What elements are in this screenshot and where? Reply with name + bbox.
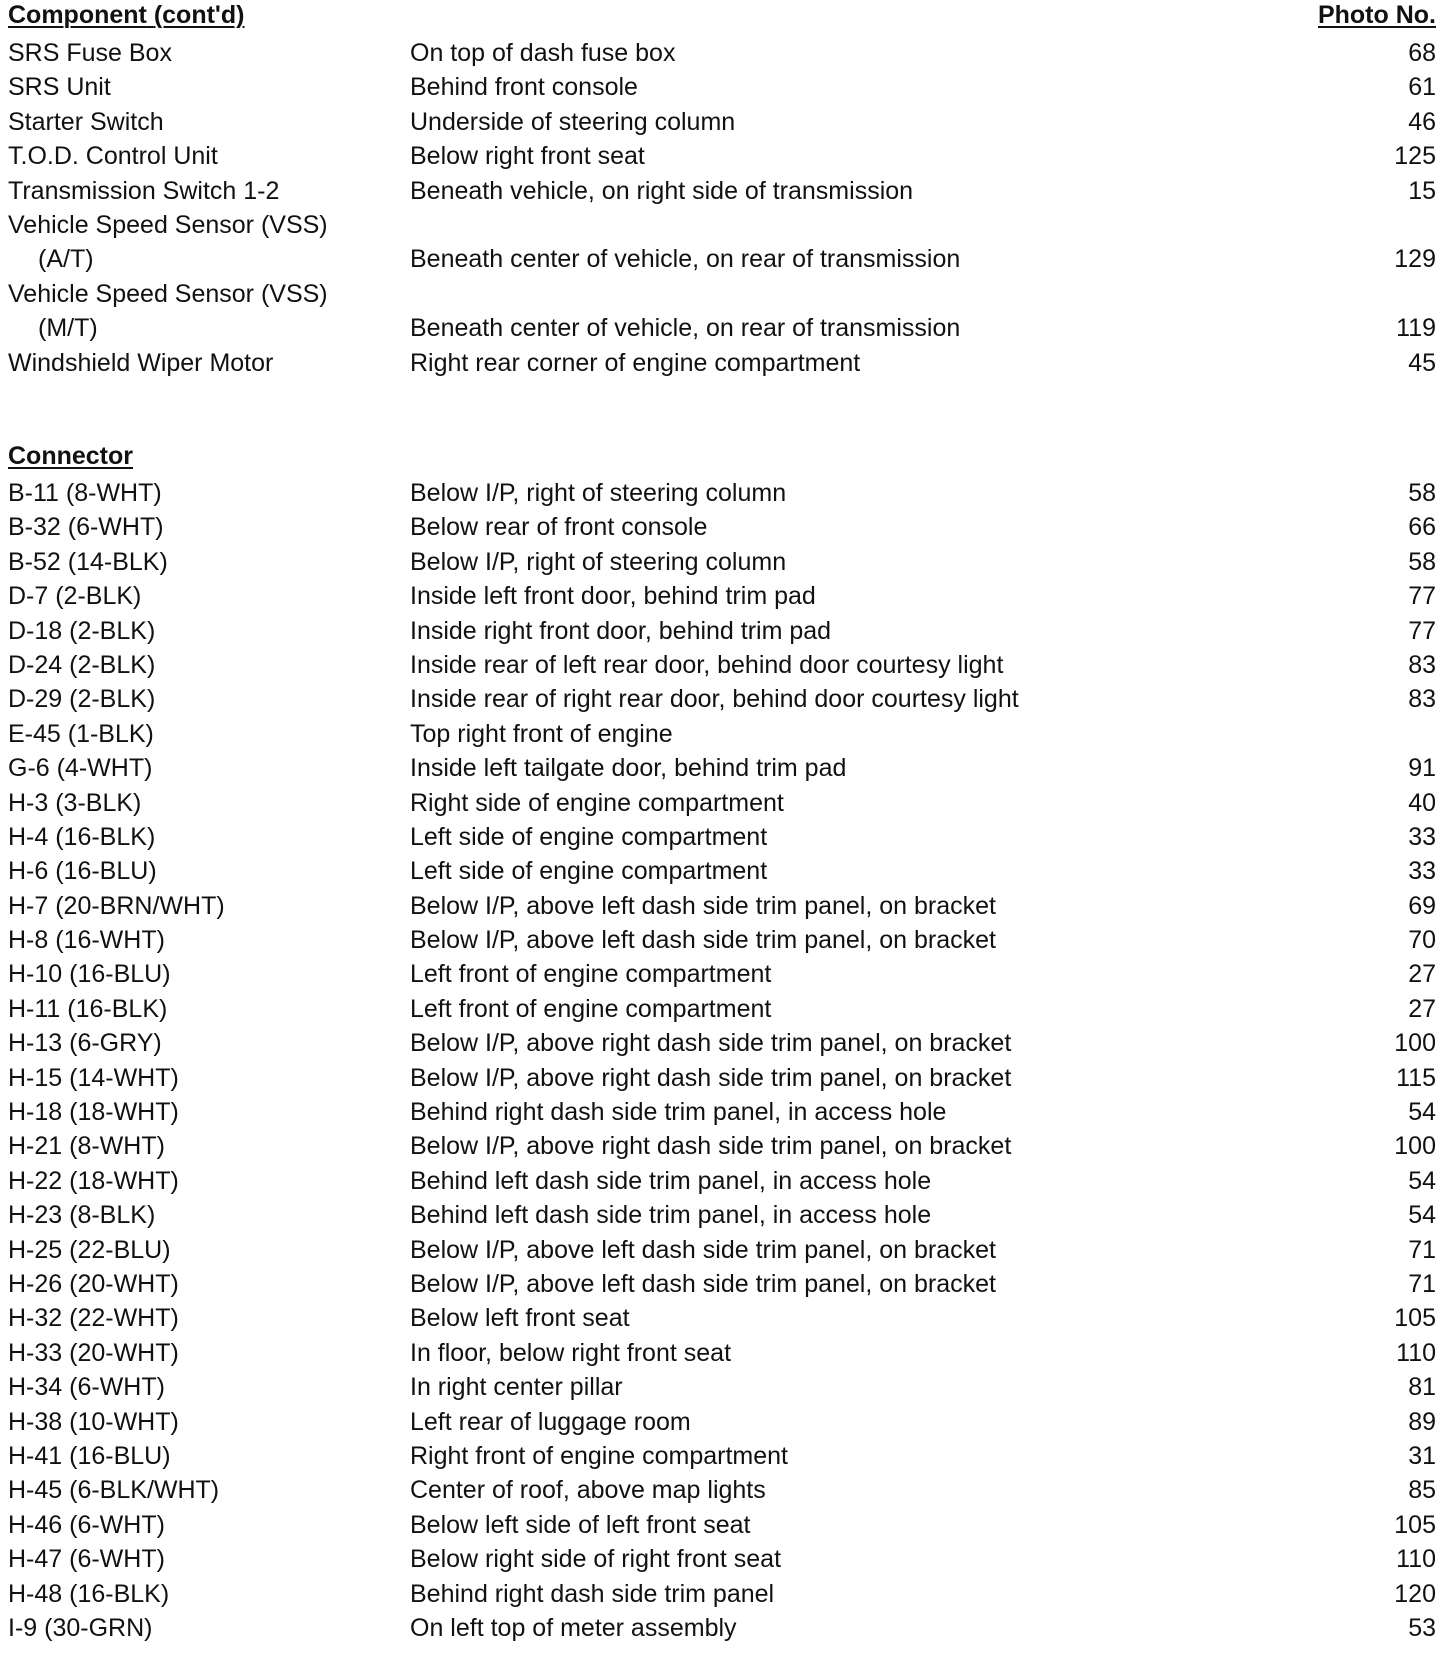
connector-row: [8, 648, 1436, 682]
connector-name: H-7 (20-BRN/WHT): [8, 892, 231, 920]
connector-location: Left front of engine compartment: [410, 995, 777, 1023]
component-row: [8, 70, 1436, 104]
component-row: [8, 311, 1436, 345]
photo-number: 100: [1388, 1129, 1436, 1163]
connector-name: B-11 (8-WHT): [8, 479, 168, 507]
connector-name: B-52 (14-BLK): [8, 548, 174, 576]
connector-location: Behind left dash side trim panel, in access hole: [410, 1167, 937, 1195]
photo-number: 115: [1390, 1061, 1436, 1095]
connector-name-cell: [8, 1405, 398, 1439]
photo-number: 33: [1402, 854, 1436, 888]
connector-row: [8, 854, 1436, 888]
connector-name-cell: [8, 1301, 398, 1335]
connector-location-cell: [410, 1061, 1436, 1095]
connector-location: Below I/P, above left dash side trim panel, on bracket: [410, 1270, 1002, 1298]
connector-row: [8, 717, 1436, 751]
connector-name-cell: [8, 545, 398, 579]
photo-number: 71: [1402, 1267, 1436, 1301]
connector-location-cell: [410, 1095, 1436, 1129]
connector-row: [8, 1336, 1436, 1370]
connector-location-cell: [410, 1370, 1436, 1404]
connector-name: D-18 (2-BLK): [8, 617, 161, 645]
photo-number: 100: [1388, 1026, 1436, 1060]
connector-location: Below I/P, above left dash side trim panel, on bracket: [410, 1236, 1002, 1264]
connector-location-cell: [410, 1611, 1436, 1645]
component-location: Behind front console: [410, 73, 644, 101]
connector-name-cell: [8, 1611, 398, 1645]
photo-number: 54: [1402, 1198, 1436, 1232]
connector-name: H-4 (16-BLK): [8, 823, 161, 851]
component-location-cell: [410, 36, 1436, 70]
photo-number: 71: [1402, 1233, 1436, 1267]
component-location-cell: [410, 105, 1436, 139]
connector-name-cell: [8, 786, 398, 820]
connector-name: D-29 (2-BLK): [8, 685, 161, 713]
photo-number: 58: [1402, 476, 1436, 510]
connector-row: [8, 1577, 1436, 1611]
connector-location: Below I/P, above left dash side trim panel, on bracket: [410, 892, 1002, 920]
connector-name-cell: [8, 1370, 398, 1404]
connector-location-cell: [410, 854, 1436, 888]
photo-number: 31: [1402, 1439, 1436, 1473]
connector-location-cell: [410, 1508, 1436, 1542]
connector-location-cell: [410, 510, 1436, 544]
connector-location-cell: [410, 648, 1436, 682]
component-location-cell: [410, 70, 1436, 104]
connector-name-cell: [8, 889, 398, 923]
connector-name-cell: [8, 1577, 398, 1611]
component-location: Beneath center of vehicle, on rear of transmission: [410, 314, 966, 342]
photo-number: 110: [1390, 1542, 1436, 1576]
photo-number: 54: [1402, 1164, 1436, 1198]
photo-number: 125: [1388, 139, 1436, 173]
connector-location-cell: [410, 1164, 1436, 1198]
photo-number: 85: [1402, 1473, 1436, 1507]
component-location: Below right front seat: [410, 142, 651, 170]
connector-name: H-41 (16-BLU): [8, 1442, 177, 1470]
photo-number: 83: [1402, 648, 1436, 682]
connector-name-cell: [8, 854, 398, 888]
connector-location-cell: [410, 682, 1436, 716]
connector-location-cell: [410, 1301, 1436, 1335]
connector-row: [8, 923, 1436, 957]
connector-location: Center of roof, above map lights: [410, 1476, 772, 1504]
connector-location: Inside left front door, behind trim pad: [410, 582, 822, 610]
component-name: Vehicle Speed Sensor (VSS): [8, 280, 334, 308]
photo-number: 70: [1402, 923, 1436, 957]
connector-location-cell: [410, 957, 1436, 991]
connector-location-cell: [410, 1336, 1436, 1370]
connector-location: Below I/P, right of steering column: [410, 479, 792, 507]
component-name: SRS Unit: [8, 73, 117, 101]
connector-name: H-6 (16-BLU): [8, 857, 163, 885]
connector-name-cell: [8, 820, 398, 854]
component-name-cell: [8, 36, 398, 70]
component-location: Right rear corner of engine compartment: [410, 349, 866, 377]
connector-name: H-10 (16-BLU): [8, 960, 177, 988]
connector-location-cell: [410, 786, 1436, 820]
component-heading: Component (cont'd): [8, 1, 245, 29]
photo-number: 54: [1402, 1095, 1436, 1129]
component-header-row: [8, 1, 1436, 35]
connector-location: Below rear of front console: [410, 513, 713, 541]
connector-list: [8, 476, 1436, 1645]
connector-name-cell: [8, 1095, 398, 1129]
connector-row: [8, 1164, 1436, 1198]
component-location-cell: [410, 139, 1436, 173]
connector-name: H-15 (14-WHT): [8, 1064, 185, 1092]
connector-name: H-25 (22-BLU): [8, 1236, 177, 1264]
component-list: [8, 36, 1436, 380]
connector-row: [8, 1405, 1436, 1439]
connector-row: [8, 1061, 1436, 1095]
connector-name: H-45 (6-BLK/WHT): [8, 1476, 225, 1504]
component-name-cell: [8, 242, 398, 276]
connector-name-cell: [8, 476, 398, 510]
connector-location-cell: [410, 1267, 1436, 1301]
connector-name-cell: [8, 1129, 398, 1163]
connector-location: Below left front seat: [410, 1304, 636, 1332]
connector-row: [8, 751, 1436, 785]
component-name-cell: [8, 174, 398, 208]
connector-location-cell: [410, 889, 1436, 923]
connector-location: Inside right front door, behind trim pad: [410, 617, 837, 645]
connector-name: H-23 (8-BLK): [8, 1201, 161, 1229]
connector-name-cell: [8, 717, 398, 751]
component-row: [8, 208, 1436, 242]
photo-number: 15: [1402, 174, 1436, 208]
connector-location-cell: [410, 820, 1436, 854]
connector-location: Below I/P, above left dash side trim panel, on bracket: [410, 926, 1002, 954]
photo-number: 66: [1402, 510, 1436, 544]
connector-row: [8, 1542, 1436, 1576]
connector-location: Left side of engine compartment: [410, 823, 773, 851]
connector-row: [8, 579, 1436, 613]
connector-name-cell: [8, 1336, 398, 1370]
photo-number: 40: [1402, 786, 1436, 820]
photo-number-heading: Photo No.: [1317, 1, 1436, 29]
connector-location-cell: [410, 545, 1436, 579]
component-name: SRS Fuse Box: [8, 39, 178, 67]
component-location-cell: [410, 311, 1436, 345]
connector-name: H-8 (16-WHT): [8, 926, 171, 954]
connector-row: [8, 1439, 1436, 1473]
connector-location-cell: [410, 1405, 1436, 1439]
connector-name-cell: [8, 1439, 398, 1473]
component-name: Windshield Wiper Motor: [8, 349, 279, 377]
component-name: Starter Switch: [8, 108, 170, 136]
connector-name: H-13 (6-GRY): [8, 1029, 168, 1057]
connector-location-cell: [410, 1577, 1436, 1611]
connector-name: G-6 (4-WHT): [8, 754, 158, 782]
connector-name-cell: [8, 614, 398, 648]
connector-location: Inside left tailgate door, behind trim pad: [410, 754, 852, 782]
connector-row: [8, 1370, 1436, 1404]
component-row: [8, 242, 1436, 276]
connector-name-cell: [8, 648, 398, 682]
component-name-cell: [8, 208, 398, 242]
connector-name: H-38 (10-WHT): [8, 1408, 185, 1436]
connector-row: [8, 510, 1436, 544]
connector-name: D-7 (2-BLK): [8, 582, 147, 610]
connector-location-cell: [410, 1439, 1436, 1473]
photo-number: 105: [1388, 1301, 1436, 1335]
component-row: [8, 346, 1436, 380]
connector-row: [8, 1473, 1436, 1507]
connector-row: [8, 682, 1436, 716]
photo-number: 58: [1402, 545, 1436, 579]
connector-row: [8, 889, 1436, 923]
component-row: [8, 105, 1436, 139]
connector-row: [8, 1026, 1436, 1060]
photo-number: 45: [1402, 346, 1436, 380]
photo-number: 83: [1402, 682, 1436, 716]
connector-header-row: [8, 442, 1436, 476]
connector-name: H-22 (18-WHT): [8, 1167, 185, 1195]
photo-number: 119: [1390, 311, 1436, 345]
connector-location-cell: [410, 1473, 1436, 1507]
connector-name-cell: [8, 1026, 398, 1060]
connector-location: Left rear of luggage room: [410, 1408, 697, 1436]
connector-name: H-33 (20-WHT): [8, 1339, 185, 1367]
connector-row: [8, 1611, 1436, 1645]
photo-number: 89: [1402, 1405, 1436, 1439]
connector-row: [8, 1301, 1436, 1335]
connector-location: Right front of engine compartment: [410, 1442, 794, 1470]
component-row: [8, 174, 1436, 208]
connector-name: B-32 (6-WHT): [8, 513, 170, 541]
component-name-cell: [8, 70, 398, 104]
connector-row: [8, 545, 1436, 579]
connector-row: [8, 957, 1436, 991]
connector-name: H-26 (20-WHT): [8, 1270, 185, 1298]
connector-name: H-11 (16-BLK): [8, 995, 173, 1023]
connector-name-cell: [8, 1198, 398, 1232]
component-name: Vehicle Speed Sensor (VSS): [8, 211, 334, 239]
connector-location: Below I/P, right of steering column: [410, 548, 792, 576]
connector-location: On left top of meter assembly: [410, 1614, 743, 1642]
component-name-cell: [8, 139, 398, 173]
connector-row: [8, 786, 1436, 820]
connector-location-cell: [410, 1198, 1436, 1232]
component-name: (M/T): [38, 314, 104, 342]
connector-heading: Connector: [8, 442, 133, 470]
connector-name: H-34 (6-WHT): [8, 1373, 171, 1401]
connector-name: H-21 (8-WHT): [8, 1132, 171, 1160]
connector-name-cell: [8, 682, 398, 716]
connector-row: [8, 1095, 1436, 1129]
photo-number: 27: [1402, 992, 1436, 1026]
connector-location: Right side of engine compartment: [410, 789, 790, 817]
component-name-cell: [8, 277, 398, 311]
connector-location-cell: [410, 923, 1436, 957]
connector-name: H-18 (18-WHT): [8, 1098, 185, 1126]
photo-number: 33: [1402, 820, 1436, 854]
component-name: (A/T): [38, 245, 100, 273]
component-row: [8, 36, 1436, 70]
connector-location: In floor, below right front seat: [410, 1339, 737, 1367]
photo-number: 68: [1402, 36, 1436, 70]
photo-number: 129: [1388, 242, 1436, 276]
connector-location: Behind right dash side trim panel, in access hole: [410, 1098, 952, 1126]
connector-name-cell: [8, 751, 398, 785]
connector-name-cell: [8, 1061, 398, 1095]
connector-name-cell: [8, 1164, 398, 1198]
component-name-cell: [8, 311, 398, 345]
photo-number: 105: [1388, 1508, 1436, 1542]
component-location-cell: [410, 346, 1436, 380]
connector-row: [8, 820, 1436, 854]
connector-location-cell: [410, 751, 1436, 785]
photo-number: 120: [1388, 1577, 1436, 1611]
component-name: T.O.D. Control Unit: [8, 142, 224, 170]
photo-number: 27: [1402, 957, 1436, 991]
component-location: Beneath center of vehicle, on rear of transmission: [410, 245, 966, 273]
connector-location: Below I/P, above right dash side trim panel, on bracket: [410, 1132, 1017, 1160]
component-location-cell: [410, 174, 1436, 208]
photo-number: 110: [1390, 1336, 1436, 1370]
connector-name-cell: [8, 1233, 398, 1267]
connector-location: Below I/P, above right dash side trim panel, on bracket: [410, 1064, 1017, 1092]
connector-location: Below I/P, above right dash side trim panel, on bracket: [410, 1029, 1017, 1057]
connector-location: Top right front of engine: [410, 720, 679, 748]
connector-location-cell: [410, 476, 1436, 510]
connector-location-cell: [410, 717, 1436, 751]
component-location-cell: [410, 242, 1436, 276]
connector-name-cell: [8, 1473, 398, 1507]
connector-row: [8, 1198, 1436, 1232]
connector-location: Inside rear of right rear door, behind door courtesy light: [410, 685, 1025, 713]
connector-location: Behind left dash side trim panel, in access hole: [410, 1201, 937, 1229]
connector-name: H-32 (22-WHT): [8, 1304, 185, 1332]
connector-name-cell: [8, 1267, 398, 1301]
photo-number: 69: [1402, 889, 1436, 923]
connector-location-cell: [410, 992, 1436, 1026]
connector-name: I-9 (30-GRN): [8, 1614, 158, 1642]
component-location: On top of dash fuse box: [410, 39, 681, 67]
photo-number: 53: [1402, 1611, 1436, 1645]
connector-row: [8, 1267, 1436, 1301]
component-location: Underside of steering column: [410, 108, 741, 136]
photo-number: 61: [1402, 70, 1436, 104]
connector-location-cell: [410, 1026, 1436, 1060]
connector-name: E-45 (1-BLK): [8, 720, 160, 748]
connector-location: Left front of engine compartment: [410, 960, 777, 988]
connector-location: In right center pillar: [410, 1373, 629, 1401]
connector-name-cell: [8, 957, 398, 991]
connector-location: Behind right dash side trim panel: [410, 1580, 780, 1608]
photo-number: 77: [1402, 579, 1436, 613]
connector-name: H-47 (6-WHT): [8, 1545, 171, 1573]
photo-number: 46: [1402, 105, 1436, 139]
component-name: Transmission Switch 1-2: [8, 177, 285, 205]
connector-location-cell: [410, 614, 1436, 648]
connector-row: [8, 614, 1436, 648]
connector-row: [8, 1233, 1436, 1267]
connector-location: Left side of engine compartment: [410, 857, 773, 885]
component-row: [8, 139, 1436, 173]
connector-name: H-46 (6-WHT): [8, 1511, 171, 1539]
connector-row: [8, 1508, 1436, 1542]
connector-location-cell: [410, 1542, 1436, 1576]
connector-row: [8, 1129, 1436, 1163]
connector-name-cell: [8, 1542, 398, 1576]
connector-name-cell: [8, 510, 398, 544]
connector-name-cell: [8, 1508, 398, 1542]
connector-location: Below left side of left front seat: [410, 1511, 756, 1539]
photo-number: 77: [1402, 614, 1436, 648]
connector-location-cell: [410, 1233, 1436, 1267]
component-row: [8, 277, 1436, 311]
connector-name-cell: [8, 579, 398, 613]
component-name-cell: [8, 346, 398, 380]
connector-row: [8, 992, 1436, 1026]
component-location: Beneath vehicle, on right side of transmission: [410, 177, 919, 205]
photo-number: 91: [1402, 751, 1436, 785]
connector-name: H-3 (3-BLK): [8, 789, 147, 817]
connector-name: H-48 (16-BLK): [8, 1580, 175, 1608]
connector-name-cell: [8, 923, 398, 957]
connector-location-cell: [410, 1129, 1436, 1163]
connector-name-cell: [8, 992, 398, 1026]
component-name-cell: [8, 105, 398, 139]
connector-location-cell: [410, 579, 1436, 613]
connector-name: D-24 (2-BLK): [8, 651, 161, 679]
connector-row: [8, 476, 1436, 510]
connector-location: Inside rear of left rear door, behind door courtesy light: [410, 651, 1009, 679]
photo-number: 81: [1402, 1370, 1436, 1404]
connector-location: Below right side of right front seat: [410, 1545, 787, 1573]
